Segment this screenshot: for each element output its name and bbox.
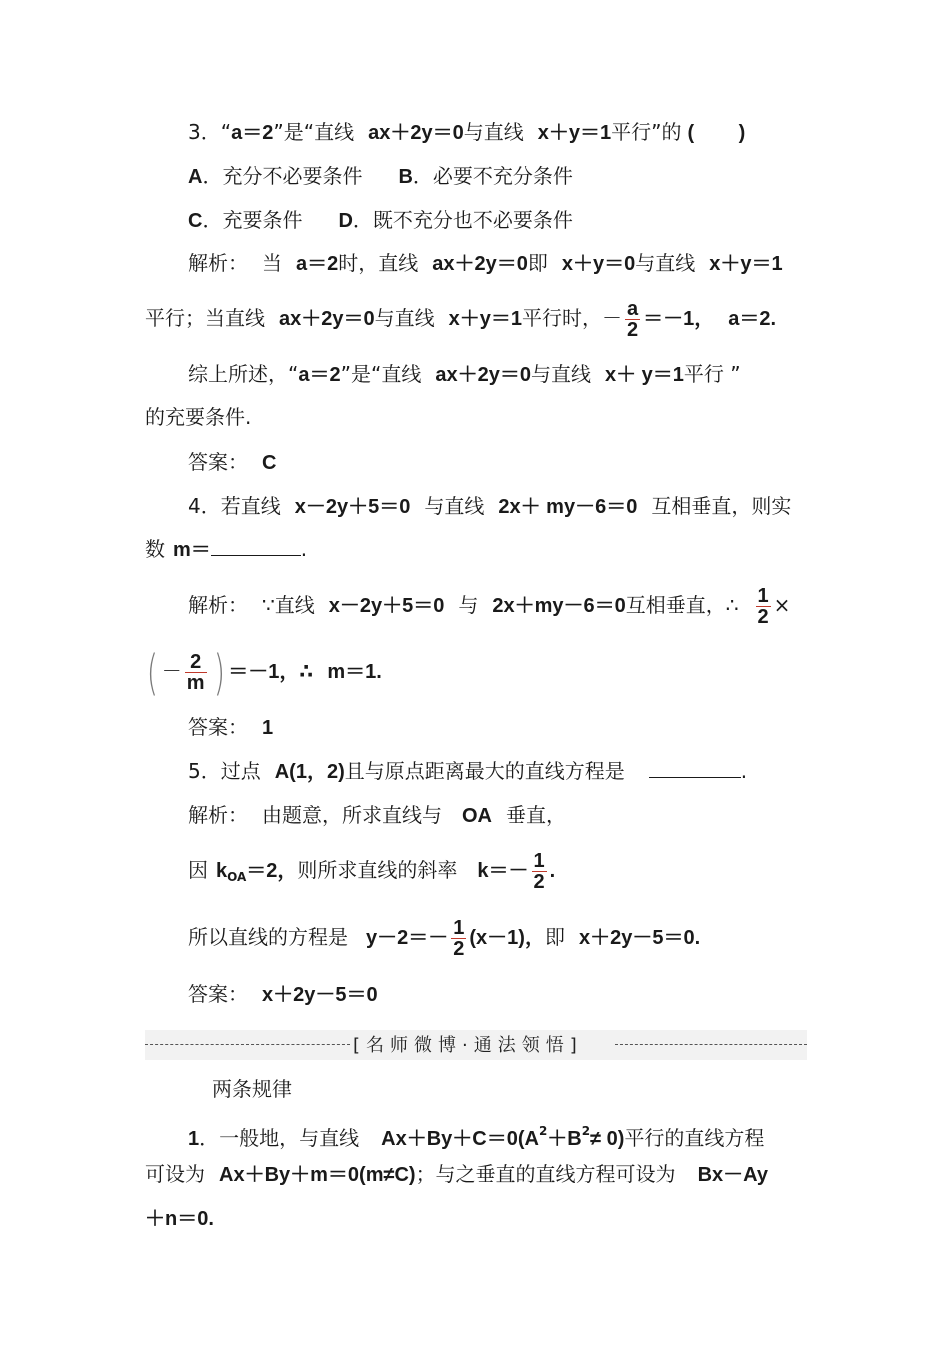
rule-text: 平行的直线方程: [624, 1126, 765, 1150]
q3-condition: a＝2: [231, 122, 274, 144]
q5-math: ＝2，: [246, 860, 298, 882]
q5-blank: [649, 759, 741, 778]
q4-fraction-1: [756, 586, 771, 627]
q4-math: x－2y＋5＝0: [294, 496, 411, 518]
times-sign: ×: [773, 593, 791, 617]
q4-solution-line2: [143, 644, 382, 701]
q3-text: 平行 ”: [683, 362, 741, 386]
section-divider: [145, 1030, 807, 1060]
q3-number: 3．“: [188, 120, 232, 144]
solution-label: 解析：: [188, 593, 248, 617]
rule-math: Ax＋By＋m＝0(m≠C): [219, 1164, 416, 1186]
rules-heading: [212, 1077, 292, 1101]
q3-summary-line1: [188, 362, 741, 387]
rule-math: Ax＋By＋C＝0(A: [381, 1128, 539, 1150]
q5-math: k: [216, 860, 228, 882]
superscript: 2: [538, 1124, 548, 1138]
q4-math: 2x＋my－6＝0: [492, 595, 626, 617]
q5-number: 5．过点: [188, 759, 261, 783]
q4-text: 互相垂直，∴: [625, 593, 739, 617]
q5-math: y－2＝－: [366, 927, 449, 949]
q3-line2: x＋y＝1: [537, 122, 612, 144]
rule-math: Bx－Ay: [697, 1164, 768, 1186]
q3-math: x＋y＝1: [709, 253, 783, 275]
q3-options-cd: [188, 208, 573, 233]
q5-stem: [188, 759, 747, 784]
q5-text: 则所求直线的斜率: [297, 858, 458, 882]
q4-text: 与: [458, 593, 479, 617]
q3-math: x＋ y＝1: [604, 364, 684, 386]
q4-stem-line2: [145, 537, 307, 562]
q5-math: .: [549, 860, 556, 882]
q3-math: a＝2.: [728, 308, 777, 330]
fraction-numerator: 2: [185, 652, 207, 673]
q4-math: ＝－1，∴: [228, 661, 314, 683]
answer-value: x＋2y－5＝0: [262, 984, 378, 1006]
q5-text: .: [740, 759, 748, 783]
q3-math: ax＋2y＝0: [279, 308, 375, 330]
divider-dash-right: [615, 1044, 807, 1045]
q3-text: 与直线: [530, 362, 591, 386]
answer-value: 1: [262, 717, 274, 739]
q3-math: x＋y＝1: [448, 308, 522, 330]
q3-text: 即: [527, 251, 548, 275]
q3-text: ”是“直线: [273, 120, 355, 144]
option-c-key: C: [188, 210, 203, 232]
q3-text: 时，直线: [338, 251, 419, 275]
q5-text: 即: [544, 925, 565, 949]
answer-label: 答案：: [188, 982, 248, 1006]
solution-label: 解析：: [188, 803, 248, 827]
fraction-denominator: 2: [627, 319, 639, 341]
rule-math: ＋B: [547, 1128, 582, 1150]
solution-label: 解析：: [188, 251, 248, 275]
q4-answer: [188, 715, 273, 740]
option-d-key: D: [338, 210, 353, 232]
q3-math: a＝2: [296, 253, 339, 275]
fraction-numerator: 1: [533, 850, 545, 872]
q5-solution-line2: [188, 848, 555, 899]
q4-text: ∵直线: [262, 593, 315, 617]
q5-text: 由题意，所求直线与: [262, 803, 442, 827]
q4-number: 4．若直线: [188, 494, 281, 518]
option-b-key: B: [398, 166, 413, 188]
fraction-numerator: a: [627, 298, 639, 320]
q3-options-ab: [188, 164, 573, 189]
q5-text: 且与原点距离最大的直线方程是: [344, 759, 625, 783]
q3-math: x＋y＝0: [561, 253, 636, 275]
q3-text: 平行时，－: [522, 306, 622, 330]
divider-title: [名师微博·通法领悟]: [353, 1035, 583, 1056]
left-paren: (: [146, 644, 158, 701]
q4-stem: [188, 494, 791, 519]
q3-stem: [188, 120, 745, 145]
rule-math: ≠ 0): [590, 1128, 625, 1150]
q5-answer: [188, 982, 378, 1007]
q3-math: a＝2: [298, 364, 341, 386]
rule-text: ；与之垂直的直线方程可设为: [415, 1162, 676, 1186]
q5-text: 因: [188, 858, 208, 882]
q3-fraction: [625, 299, 640, 340]
fraction-numerator: 1: [453, 917, 465, 939]
q4-blank: [211, 537, 301, 556]
q4-text: －: [161, 659, 182, 683]
q5-solution-line3: [188, 915, 700, 960]
option-c-text: ．充要条件: [202, 208, 303, 232]
q3-text: ”是“直线: [340, 362, 422, 386]
q4-solution-line1: [188, 583, 790, 628]
q3-text: 与直线: [463, 120, 524, 144]
rule-1-line2: [145, 1162, 768, 1187]
q3-answer-paren: ( ): [687, 122, 746, 144]
q4-fraction-2: [185, 652, 207, 693]
option-a-text: ．充分不必要条件: [202, 164, 363, 188]
answer-value: C: [262, 452, 277, 474]
q4-text: 互相垂直，则实: [651, 494, 792, 518]
superscript: 2: [581, 1124, 591, 1138]
subscript: OA: [227, 870, 247, 884]
q3-math: ax＋2y＝0: [435, 364, 531, 386]
q4-text: 数: [145, 537, 165, 561]
q3-text: 的充要条件.: [145, 405, 252, 429]
q3-summary-line2: [145, 405, 251, 429]
q3-text: 与直线: [635, 251, 696, 275]
q3-solution-line1: [188, 251, 783, 276]
rule-1-line3: [145, 1206, 214, 1231]
answer-label: 答案：: [188, 715, 248, 739]
q3-text: 平行；当直线: [145, 306, 265, 330]
q4-math: 2x＋ my－6＝0: [498, 496, 638, 518]
q5-math: (x－1)，: [469, 927, 545, 949]
right-paren: ): [213, 644, 225, 701]
q3-math: ax＋2y＝0: [432, 253, 528, 275]
q5-math: OA: [462, 805, 492, 827]
q3-text: 平行”的: [611, 120, 682, 144]
rule-text: ．一般地，与直线: [199, 1126, 360, 1150]
rule-number: 1: [188, 1128, 200, 1150]
q3-answer: [188, 450, 276, 475]
option-d-text: ．既不充分也不必要条件: [352, 208, 573, 232]
q5-fraction-1: [532, 851, 547, 892]
q3-text: 当: [262, 251, 282, 275]
q3-solution-line2: [145, 296, 776, 341]
fraction-denominator: 2: [533, 871, 545, 893]
fraction-denominator: 2: [757, 606, 769, 628]
q5-text: 垂直，: [506, 803, 566, 827]
q4-math: m＝: [173, 539, 211, 561]
option-b-text: ．必要不充分条件: [412, 164, 573, 188]
q3-text: 综上所述，“: [188, 362, 299, 386]
q5-math: x＋2y－5＝0.: [578, 927, 701, 949]
fraction-denominator: 2: [453, 938, 465, 960]
rule-1-line1: [188, 1119, 764, 1151]
fraction-denominator: m: [186, 672, 205, 694]
q3-math: ＝－1，: [643, 308, 715, 330]
rule-text: 可设为: [145, 1162, 205, 1186]
q5-text: 所以直线的方程是: [188, 925, 348, 949]
divider-dash-left: [145, 1044, 350, 1045]
rule-math: ＋n＝0.: [145, 1208, 214, 1230]
fraction-numerator: 1: [757, 585, 769, 607]
rules-heading-text: 两条规律: [212, 1077, 292, 1101]
q4-text: 与直线: [424, 494, 485, 518]
q3-text: 与直线: [374, 306, 435, 330]
q4-math: x－2y＋5＝0: [328, 595, 445, 617]
q5-math: A(1，2): [274, 761, 345, 783]
q5-fraction-2: [451, 918, 466, 959]
q5-solution-line1: [188, 803, 566, 828]
q3-line1: ax＋2y＝0: [368, 122, 464, 144]
answer-label: 答案：: [188, 450, 248, 474]
q4-text: .: [300, 537, 308, 561]
q5-math: k＝－: [477, 860, 529, 882]
option-a-key: A: [188, 166, 203, 188]
q4-math: m＝1.: [327, 661, 382, 683]
